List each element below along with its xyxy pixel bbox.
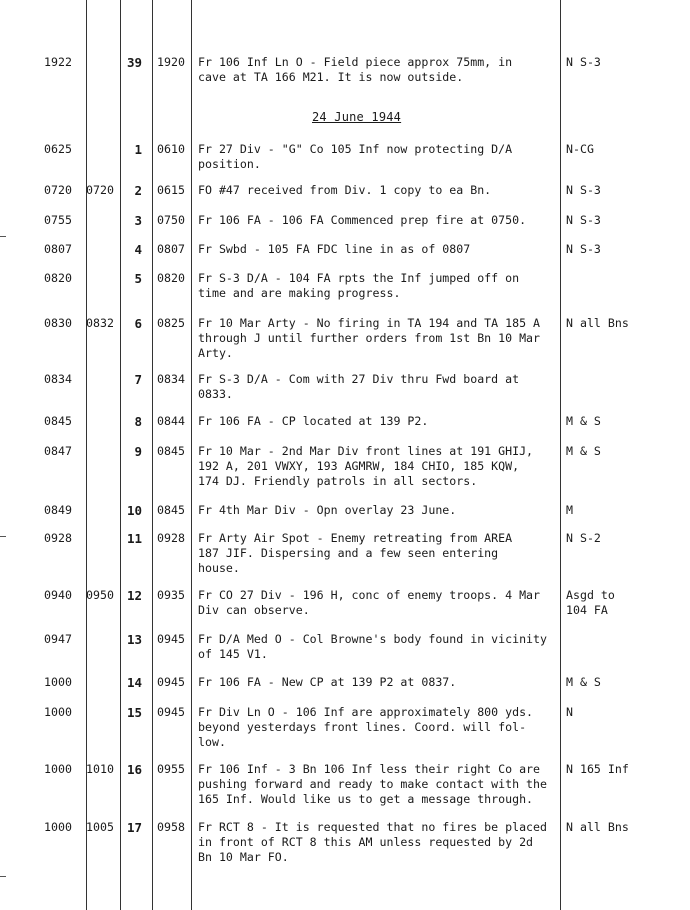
action-taken: N S-3 [566, 242, 601, 256]
time-in: 0830 [44, 316, 72, 330]
message-number: 13 [126, 632, 142, 647]
action-taken: N [566, 705, 573, 719]
time-out: 1010 [86, 762, 114, 776]
time-in: 0755 [44, 213, 72, 227]
action-taken: N S-3 [566, 183, 601, 197]
column-rule [560, 0, 561, 910]
time-in: 0940 [44, 588, 72, 602]
message-number: 2 [134, 183, 142, 198]
message-time: 0928 [157, 531, 185, 545]
action-taken: N S-3 [566, 213, 601, 227]
message-number: 7 [134, 372, 142, 387]
message-text: Fr Arty Air Spot - Enemy retreating from AREA 187 JIF. Dispersing and a few seen entering house. [198, 531, 513, 575]
action-taken: M & S [566, 675, 601, 689]
message-time: 0945 [157, 632, 185, 646]
message-text: Fr 10 Mar Arty - No firing in TA 194 and TA 185 A through J until further orders from 1st Bn 10 Mar Arty. [198, 316, 541, 360]
message-text: Fr 106 FA - 106 FA Commenced prep fire at 0750. [198, 213, 527, 227]
time-out: 0832 [86, 316, 114, 330]
message-text: Fr 106 Inf Ln O - Field piece approx 75mm, in cave at TA 166 M21. It is now outside. [198, 55, 513, 84]
message-time: 0945 [157, 675, 185, 689]
message-time: 0615 [157, 183, 185, 197]
time-in: 0834 [44, 372, 72, 386]
message-time: 0958 [157, 820, 185, 834]
time-out: 1005 [86, 820, 114, 834]
time-out: 0720 [86, 183, 114, 197]
message-text: Fr S-3 D/A - Com with 27 Div thru Fwd board at 0833. [198, 372, 520, 401]
message-text: Fr 106 FA - CP located at 139 P2. [198, 414, 429, 428]
time-in: 0928 [44, 531, 72, 545]
time-in: 1000 [44, 820, 72, 834]
message-number: 15 [126, 705, 142, 720]
margin-mark [0, 536, 6, 537]
message-time: 0945 [157, 705, 185, 719]
time-in: 0845 [44, 414, 72, 428]
message-time: 0845 [157, 444, 185, 458]
time-in: 0820 [44, 271, 72, 285]
message-time: 0845 [157, 503, 185, 517]
time-in: 0720 [44, 183, 72, 197]
message-time: 0807 [157, 242, 185, 256]
action-taken: N 165 Inf [566, 762, 629, 776]
message-time: 0610 [157, 142, 185, 156]
action-taken: N all Bns [566, 316, 629, 330]
message-text: Fr RCT 8 - It is requested that no fires be placed in front of RCT 8 this AM unless requested by 2d Bn 10 Mar FO. [198, 820, 548, 864]
message-text: Fr 4th Mar Div - Opn overlay 23 June. [198, 503, 457, 517]
time-in: 0847 [44, 444, 72, 458]
message-time: 1920 [157, 55, 185, 69]
action-taken: M & S [566, 414, 601, 428]
message-text: Fr Div Ln O - 106 Inf are approximately 800 yds. beyond yesterdays front lines. Coord. will fol- low. [198, 705, 534, 749]
column-rule [152, 0, 153, 910]
message-number: 14 [126, 675, 142, 690]
message-time: 0750 [157, 213, 185, 227]
action-taken: M & S [566, 444, 601, 458]
message-text: Fr 27 Div - "G" Co 105 Inf now protecting D/A position. [198, 142, 513, 171]
action-taken: N S-2 [566, 531, 601, 545]
time-out: 0950 [86, 588, 114, 602]
message-number: 12 [126, 588, 142, 603]
message-number: 39 [126, 55, 142, 70]
message-text: Fr S-3 D/A - 104 FA rpts the Inf jumped off on time and are making progress. [198, 271, 520, 300]
message-text: Fr Swbd - 105 FA FDC line in as of 0807 [198, 242, 471, 256]
message-text: Fr D/A Med O - Col Browne's body found in vicinity of 145 V1. [198, 632, 548, 661]
message-text: Fr 106 Inf - 3 Bn 106 Inf less their right Co are pushing forward and ready to make contact with the 165 Inf. Would like us to get a message through. [198, 762, 548, 806]
time-in: 1000 [44, 675, 72, 689]
message-number: 1 [134, 142, 142, 157]
message-number: 4 [134, 242, 142, 257]
message-time: 0834 [157, 372, 185, 386]
message-text: Fr 106 FA - New CP at 139 P2 at 0837. [198, 675, 457, 689]
action-taken: N all Bns [566, 820, 629, 834]
message-time: 0825 [157, 316, 185, 330]
message-number: 9 [134, 444, 142, 459]
message-text: Fr 10 Mar - 2nd Mar Div front lines at 191 GHIJ, 192 A, 201 VWXY, 193 AGMRW, 184 CHIO, 185 KQW, 174 DJ. Friendly patrols in all sectors. [198, 444, 534, 488]
message-number: 6 [134, 316, 142, 331]
message-number: 11 [126, 531, 142, 546]
message-time: 0955 [157, 762, 185, 776]
message-number: 17 [126, 820, 142, 835]
margin-mark [0, 236, 6, 237]
message-number: 3 [134, 213, 142, 228]
message-number: 16 [126, 762, 142, 777]
message-text: Fr CO 27 Div - 196 H, conc of enemy troops. 4 Mar Div can observe. [198, 588, 541, 617]
time-in: 1000 [44, 762, 72, 776]
message-number: 5 [134, 271, 142, 286]
message-time: 0935 [157, 588, 185, 602]
date-header: 24 June 1944 [312, 110, 402, 124]
action-taken: N S-3 [566, 55, 601, 69]
time-in: 1000 [44, 705, 72, 719]
message-time: 0820 [157, 271, 185, 285]
time-in: 0625 [44, 142, 72, 156]
action-taken: N-CG [566, 142, 594, 156]
time-in: 0947 [44, 632, 72, 646]
time-in: 0807 [44, 242, 72, 256]
message-text: FO #47 received from Div. 1 copy to ea Bn. [198, 183, 492, 197]
message-number: 8 [134, 414, 142, 429]
time-in: 1922 [44, 55, 72, 69]
action-taken: Asgd to 104 FA [566, 588, 615, 617]
margin-mark [0, 876, 6, 877]
action-taken: M [566, 503, 573, 517]
time-in: 0849 [44, 503, 72, 517]
message-time: 0844 [157, 414, 185, 428]
message-number: 10 [126, 503, 142, 518]
